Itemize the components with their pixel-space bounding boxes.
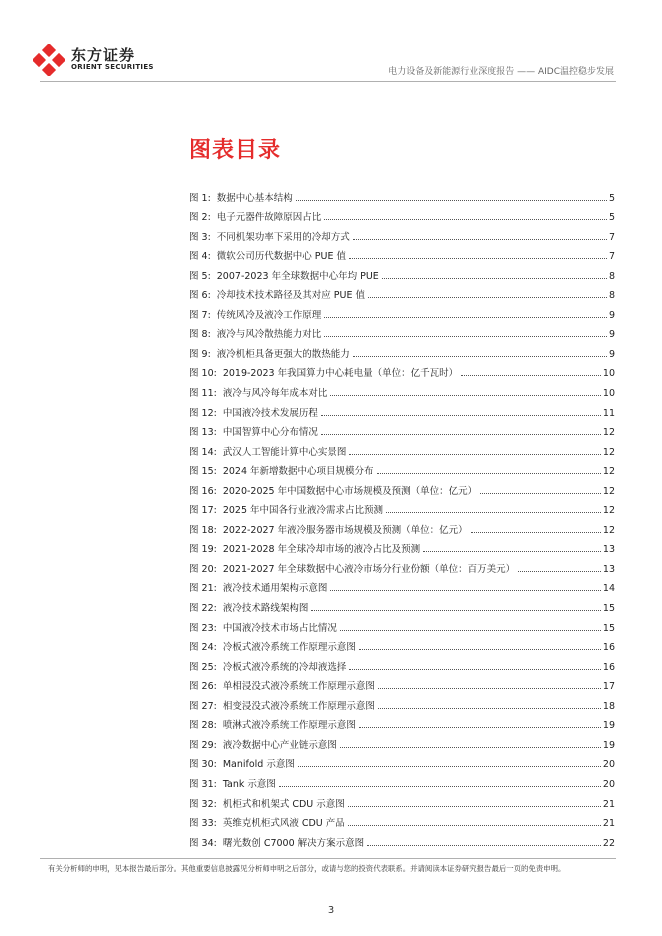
toc-leader-dots [359, 727, 601, 728]
toc-entry-title: 2020-2025 年中国数据中心市场规模及预测（单位：亿元） [222, 485, 478, 497]
toc-entry[interactable] [189, 184, 615, 204]
toc-leader-dots [330, 395, 601, 396]
toc-entry-label: 图 7: [189, 309, 211, 321]
toc-entry-page: 12 [602, 427, 615, 439]
toc-entry[interactable] [189, 555, 615, 575]
toc-leader-dots [378, 708, 601, 709]
toc-entry-title: 武汉人工智能计算中心实景图 [222, 446, 347, 458]
toc-entry[interactable] [189, 829, 615, 849]
toc-entry-label: 图 15: [189, 466, 217, 478]
toc-entry[interactable] [189, 751, 615, 771]
toc-entry-label: 图 6: [189, 290, 211, 302]
toc-entry[interactable] [189, 594, 615, 614]
toc-leader-dots [353, 239, 607, 240]
toc-leader-dots [471, 532, 601, 533]
toc-leader-dots [321, 415, 601, 416]
toc-leader-dots [423, 551, 601, 552]
toc-leader-dots [378, 688, 601, 689]
toc-leader-dots [340, 747, 601, 748]
toc-entry[interactable] [189, 673, 615, 693]
toc-entry-page: 5 [608, 212, 615, 224]
toc-leader-dots [377, 473, 601, 474]
toc-entry-title: Tank 示意图 [222, 778, 276, 790]
toc-entry-label: 图 5: [189, 270, 211, 282]
toc-entry-title: 液冷与风冷每年成本对比 [222, 388, 328, 400]
toc-leader-dots [386, 512, 601, 513]
toc-entry-label: 图 19: [189, 544, 217, 556]
toc-entry[interactable] [189, 282, 615, 302]
toc-entry[interactable] [189, 379, 615, 399]
toc-entry-label: 图 14: [189, 446, 217, 458]
toc-entry[interactable] [189, 712, 615, 732]
toc-entry-title: 2021-2027 年全球数据中心液冷市场分行业份额（单位：百万美元） [222, 563, 516, 575]
toc-entry-title: 2022-2027 年液冷服务器市场规模及预测（单位：亿元） [222, 524, 468, 536]
toc-entry-page: 22 [602, 837, 615, 849]
toc-leader-dots [359, 649, 601, 650]
toc-entry-label: 图 32: [189, 798, 217, 810]
toc-entry-page: 19 [602, 739, 615, 751]
toc-entry-title: 2025 年中国各行业液冷需求占比预测 [222, 505, 384, 517]
toc-entry-page: 9 [608, 329, 615, 341]
toc-entry-label: 图 12: [189, 407, 217, 419]
toc-entry-page: 20 [602, 759, 615, 771]
toc-leader-dots [349, 258, 607, 259]
toc-entry[interactable] [189, 301, 615, 321]
toc-entry-page: 21 [602, 818, 615, 830]
toc-leader-dots [518, 571, 601, 572]
toc-entry-title: 数据中心基本结构 [216, 192, 293, 204]
toc-entry[interactable] [189, 477, 615, 497]
toc-entry-title: 2021-2028 年全球冷却市场的液冷占比及预测 [222, 544, 421, 556]
toc-entry-title: 中国液冷技术发展历程 [222, 407, 318, 419]
toc-entry-label: 图 33: [189, 818, 217, 830]
toc-entry[interactable] [189, 614, 615, 634]
toc-entry-page: 12 [602, 446, 615, 458]
toc-entry-label: 图 26: [189, 681, 217, 693]
toc-entry-page: 15 [602, 603, 615, 615]
toc-entry[interactable] [189, 536, 615, 556]
toc-entry-label: 图 3: [189, 231, 211, 243]
toc-entry-label: 图 21: [189, 583, 217, 595]
toc-entry[interactable] [189, 653, 615, 673]
toc-entry-page: 10 [602, 368, 615, 380]
toc-entry-page: 17 [602, 681, 615, 693]
toc-leader-dots [382, 278, 607, 279]
toc-entry-title: 传统风冷及液冷工作原理 [216, 309, 322, 321]
toc-entry[interactable] [189, 770, 615, 790]
toc-entry-label: 图 2: [189, 212, 211, 224]
page-header [0, 0, 662, 90]
toc-entry[interactable] [189, 204, 615, 224]
toc-entry-title: 液冷机柜具备更强大的散热能力 [216, 348, 350, 360]
toc-entry-page: 8 [608, 270, 615, 282]
toc-entry-label: 图 23: [189, 622, 217, 634]
orient-logo-icon [33, 44, 65, 76]
toc-entry[interactable] [189, 438, 615, 458]
toc-entry-page: 21 [602, 798, 615, 810]
footer-divider [40, 858, 616, 859]
toc-entry-label: 图 34: [189, 837, 217, 849]
toc-entry-title: 曙光数创 C7000 解决方案示意图 [222, 837, 365, 849]
toc-entry[interactable] [189, 262, 615, 282]
toc-entry-label: 图 11: [189, 388, 217, 400]
toc-leader-dots [348, 825, 601, 826]
toc-entry-title: 中国智算中心分布情况 [222, 427, 318, 439]
toc-entry[interactable] [189, 321, 615, 341]
toc-entry-page: 9 [608, 309, 615, 321]
toc-entry-page: 13 [602, 544, 615, 556]
toc-entry-label: 图 10: [189, 368, 217, 380]
toc-entry-label: 图 20: [189, 563, 217, 575]
toc-entry-page: 5 [608, 192, 615, 204]
toc-leader-dots [368, 297, 607, 298]
toc-leader-dots [324, 336, 607, 337]
toc-entry-label: 图 9: [189, 348, 211, 360]
toc-entry-label: 图 29: [189, 739, 217, 751]
toc-entry[interactable] [189, 634, 615, 654]
toc-entry-page: 14 [602, 583, 615, 595]
toc-entry[interactable] [189, 419, 615, 439]
toc-entry-page: 18 [602, 700, 615, 712]
toc-entry-title: 2019-2023 年我国算力中心耗电量（单位：亿千瓦时） [222, 368, 459, 380]
toc-entry-title: 单相浸没式液冷系统工作原理示意图 [222, 681, 375, 693]
toc-leader-dots [353, 356, 607, 357]
toc-entry-label: 图 28: [189, 720, 217, 732]
toc-leader-dots [311, 610, 601, 611]
toc-entry-label: 图 25: [189, 661, 217, 673]
toc-entry-title: 机柜式和机架式 CDU 示意图 [222, 798, 345, 810]
toc-entry-page: 12 [602, 505, 615, 517]
toc-entry-title: 液冷技术路线架构图 [222, 603, 309, 615]
toc-entry[interactable] [189, 458, 615, 478]
brand-name-en: ORIENT SECURITIES [71, 63, 154, 71]
toc-entry-title: 冷板式液冷系统工作原理示意图 [222, 642, 356, 654]
toc-entry-label: 图 17: [189, 505, 217, 517]
toc-entry-title: 冷板式液冷系统的冷却液选择 [222, 661, 347, 673]
toc-entry-title: Manifold 示意图 [222, 759, 295, 771]
toc-entry-title: 微软公司历代数据中心 PUE 值 [216, 251, 346, 263]
toc-leader-dots [349, 454, 601, 455]
toc-entry-page: 7 [608, 251, 615, 263]
toc-entry-page: 11 [602, 407, 615, 419]
toc-entry[interactable] [189, 497, 615, 517]
toc-entry-label: 图 13: [189, 427, 217, 439]
toc-entry-page: 12 [602, 466, 615, 478]
toc-leader-dots [324, 219, 607, 220]
toc-entry-title: 液冷技术通用架构示意图 [222, 583, 328, 595]
toc-entry-title: 英维克机柜式风液 CDU 产品 [222, 818, 345, 830]
toc-leader-dots [480, 493, 601, 494]
toc-entry[interactable] [189, 810, 615, 830]
toc-leader-dots [298, 766, 601, 767]
toc-entry-title: 电子元器件故障原因占比 [216, 212, 322, 224]
header-divider [40, 81, 616, 82]
toc-entry-title: 喷淋式液冷系统工作原理示意图 [222, 720, 356, 732]
toc-entry-label: 图 31: [189, 778, 217, 790]
toc-leader-dots [349, 669, 601, 670]
toc-entry-title: 2024 年新增数据中心项目规模分布 [222, 466, 374, 478]
toc-entry-label: 图 27: [189, 700, 217, 712]
toc-entry-label: 图 8: [189, 329, 211, 341]
toc-entry-page: 7 [608, 231, 615, 243]
toc-leader-dots [461, 375, 601, 376]
toc-entry-page: 16 [602, 661, 615, 673]
toc-leader-dots [340, 630, 601, 631]
toc-entry-title: 中国液冷技术市场占比情况 [222, 622, 337, 634]
toc-entry-page: 19 [602, 720, 615, 732]
toc-entry[interactable] [189, 399, 615, 419]
toc-leader-dots [330, 590, 601, 591]
toc-leader-dots [321, 434, 601, 435]
toc-entry-page: 10 [602, 388, 615, 400]
figure-toc-list [189, 184, 615, 849]
toc-entry-page: 20 [602, 778, 615, 790]
toc-entry-page: 12 [602, 524, 615, 536]
toc-entry-label: 图 22: [189, 603, 217, 615]
toc-entry-page: 16 [602, 642, 615, 654]
toc-entry[interactable] [189, 575, 615, 595]
toc-entry-label: 图 16: [189, 485, 217, 497]
toc-entry-label: 图 18: [189, 524, 217, 536]
toc-leader-dots [279, 786, 601, 787]
toc-entry-label: 图 30: [189, 759, 217, 771]
toc-entry-page: 13 [602, 563, 615, 575]
toc-leader-dots [324, 317, 607, 318]
toc-entry-title: 不同机架功率下采用的冷却方式 [216, 231, 350, 243]
page-number: 3 [327, 905, 335, 916]
toc-entry-title: 2007-2023 年全球数据中心年均 PUE [216, 270, 379, 282]
toc-leader-dots [296, 200, 607, 201]
orient-securities-logo [33, 44, 163, 76]
toc-entry[interactable] [189, 243, 615, 263]
toc-entry-title: 液冷数据中心产业链示意图 [222, 739, 337, 751]
toc-entry[interactable] [189, 360, 615, 380]
disclaimer-text: 有关分析师的申明，见本报告最后部分。其他重要信息披露见分析师申明之后部分，或请与您的投资代表联系。并请阅读本证券研究报告最后一页的免责申明。 [48, 864, 566, 873]
toc-entry[interactable] [189, 790, 615, 810]
toc-entry[interactable] [189, 692, 615, 712]
toc-leader-dots [348, 806, 601, 807]
toc-entry-title: 液冷与风冷散热能力对比 [216, 329, 322, 341]
toc-entry-label: 图 4: [189, 251, 211, 263]
brand-name-cn: 东方证券 [71, 46, 136, 64]
toc-entry-page: 9 [608, 348, 615, 360]
toc-entry[interactable] [189, 340, 615, 360]
report-title: 电力设备及新能源行业深度报告 —— AIDC温控稳步发展 [388, 67, 614, 77]
toc-entry[interactable] [189, 731, 615, 751]
toc-entry-title: 冷却技术技术路径及其对应 PUE 值 [216, 290, 365, 302]
toc-entry-label: 图 1: [189, 192, 211, 204]
toc-heading: 图表目录 [189, 138, 282, 163]
toc-entry-page: 8 [608, 290, 615, 302]
toc-entry[interactable] [189, 516, 615, 536]
toc-entry[interactable] [189, 223, 615, 243]
toc-leader-dots [367, 845, 601, 846]
toc-entry-page: 12 [602, 485, 615, 497]
toc-entry-label: 图 24: [189, 642, 217, 654]
toc-entry-title: 相变浸没式液冷系统工作原理示意图 [222, 700, 375, 712]
toc-entry-page: 15 [602, 622, 615, 634]
